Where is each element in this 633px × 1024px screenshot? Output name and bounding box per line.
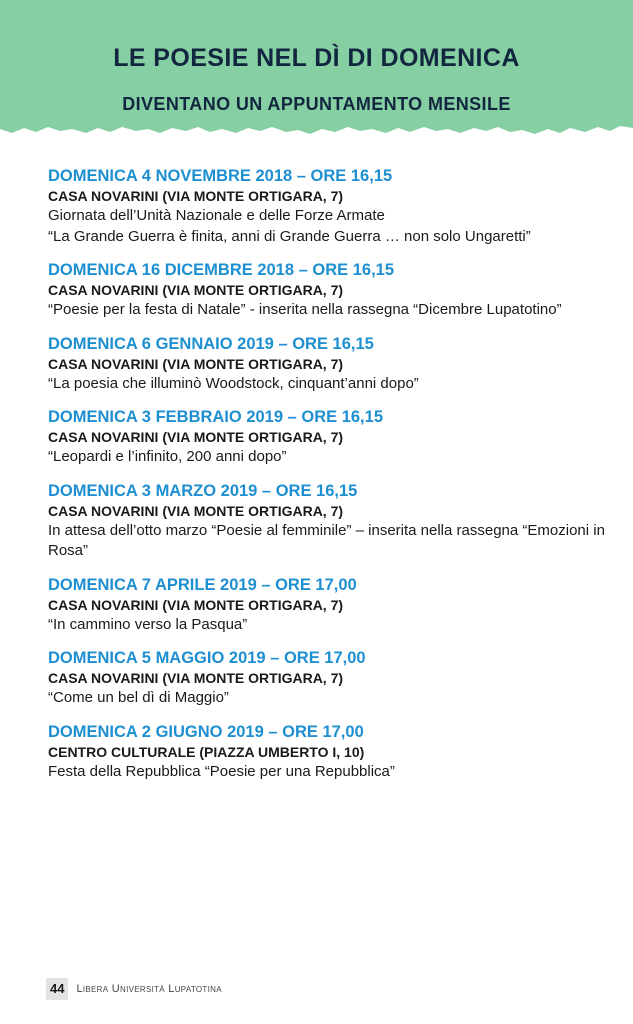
event-item [48, 481, 608, 562]
footer-publisher: Libera Università Lupatotina [76, 983, 222, 995]
event-description: “In cammino verso la Pasqua” [48, 615, 248, 633]
event-venue: CASA NOVARINI (VIA MONTE ORTIGARA, 7) [48, 188, 344, 204]
page-title: LE POESIE NEL DÌ DI DOMENICA [113, 44, 520, 72]
event-venue: CASA NOVARINI (VIA MONTE ORTIGARA, 7) [48, 429, 344, 445]
event-date: DOMENICA 3 FEBBRAIO 2019 – ORE 16,15 [48, 408, 383, 426]
event-date: DOMENICA 7 APRILE 2019 – ORE 17,00 [48, 575, 357, 594]
event-item [48, 722, 608, 783]
page-number: 44 [46, 978, 68, 1000]
event-date: DOMENICA 3 MARZO 2019 – ORE 16,15 [48, 481, 358, 500]
event-date: DOMENICA 16 DICEMBRE 2018 – ORE 16,15 [48, 261, 395, 279]
event-description: “Come un bel dì di Maggio” [48, 689, 229, 706]
event-item [48, 260, 608, 321]
event-list [48, 166, 608, 795]
event-item [48, 166, 608, 247]
event-description: Giornata dell’Unità Nazionale e delle Forze Armate [48, 207, 385, 224]
event-venue: CASA NOVARINI (VIA MONTE ORTIGARA, 7) [48, 355, 344, 372]
page-footer [46, 977, 222, 1001]
event-venue: CENTRO CULTURALE (PIAZZA UMBERTO I, 10) [48, 743, 365, 760]
event-venue: CASA NOVARINI (VIA MONTE ORTIGARA, 7) [48, 282, 344, 298]
event-description: Festa della Repubblica “Poesie per una Repubblica” [48, 762, 395, 780]
event-venue: CASA NOVARINI (VIA MONTE ORTIGARA, 7) [48, 502, 344, 519]
event-description: “La poesia che illuminò Woodstock, cinquant’anni dopo” [48, 374, 419, 392]
event-description: “Leopardi e l’infinito, 200 anni dopo” [48, 448, 287, 465]
event-item [48, 648, 608, 709]
page-subtitle: DIVENTANO UN APPUNTAMENTO MENSILE [122, 94, 511, 114]
event-item [48, 407, 608, 468]
event-date: DOMENICA 2 GIUGNO 2019 – ORE 17,00 [48, 722, 364, 741]
torn-paper-band [0, 0, 633, 150]
event-description: In attesa dell’otto marzo “Poesie al femminile” – inserita nella rassegna “Emozioni in Rosa” [48, 521, 605, 559]
event-description: “Poesie per la festa di Natale” - inserita nella rassegna “Dicembre Lupatotino” [48, 301, 562, 318]
event-venue: CASA NOVARINI (VIA MONTE ORTIGARA, 7) [48, 596, 344, 613]
event-date: DOMENICA 6 GENNAIO 2019 – ORE 16,15 [48, 334, 374, 353]
event-date: DOMENICA 5 MAGGIO 2019 – ORE 17,00 [48, 649, 366, 667]
event-description: “La Grande Guerra è finita, anni di Grande Guerra … non solo Ungaretti” [48, 227, 531, 245]
header-banner [0, 0, 633, 150]
event-date: DOMENICA 4 NOVEMBRE 2018 – ORE 16,15 [48, 167, 393, 185]
event-item [48, 575, 608, 636]
event-venue: CASA NOVARINI (VIA MONTE ORTIGARA, 7) [48, 670, 344, 686]
event-item [48, 334, 608, 395]
